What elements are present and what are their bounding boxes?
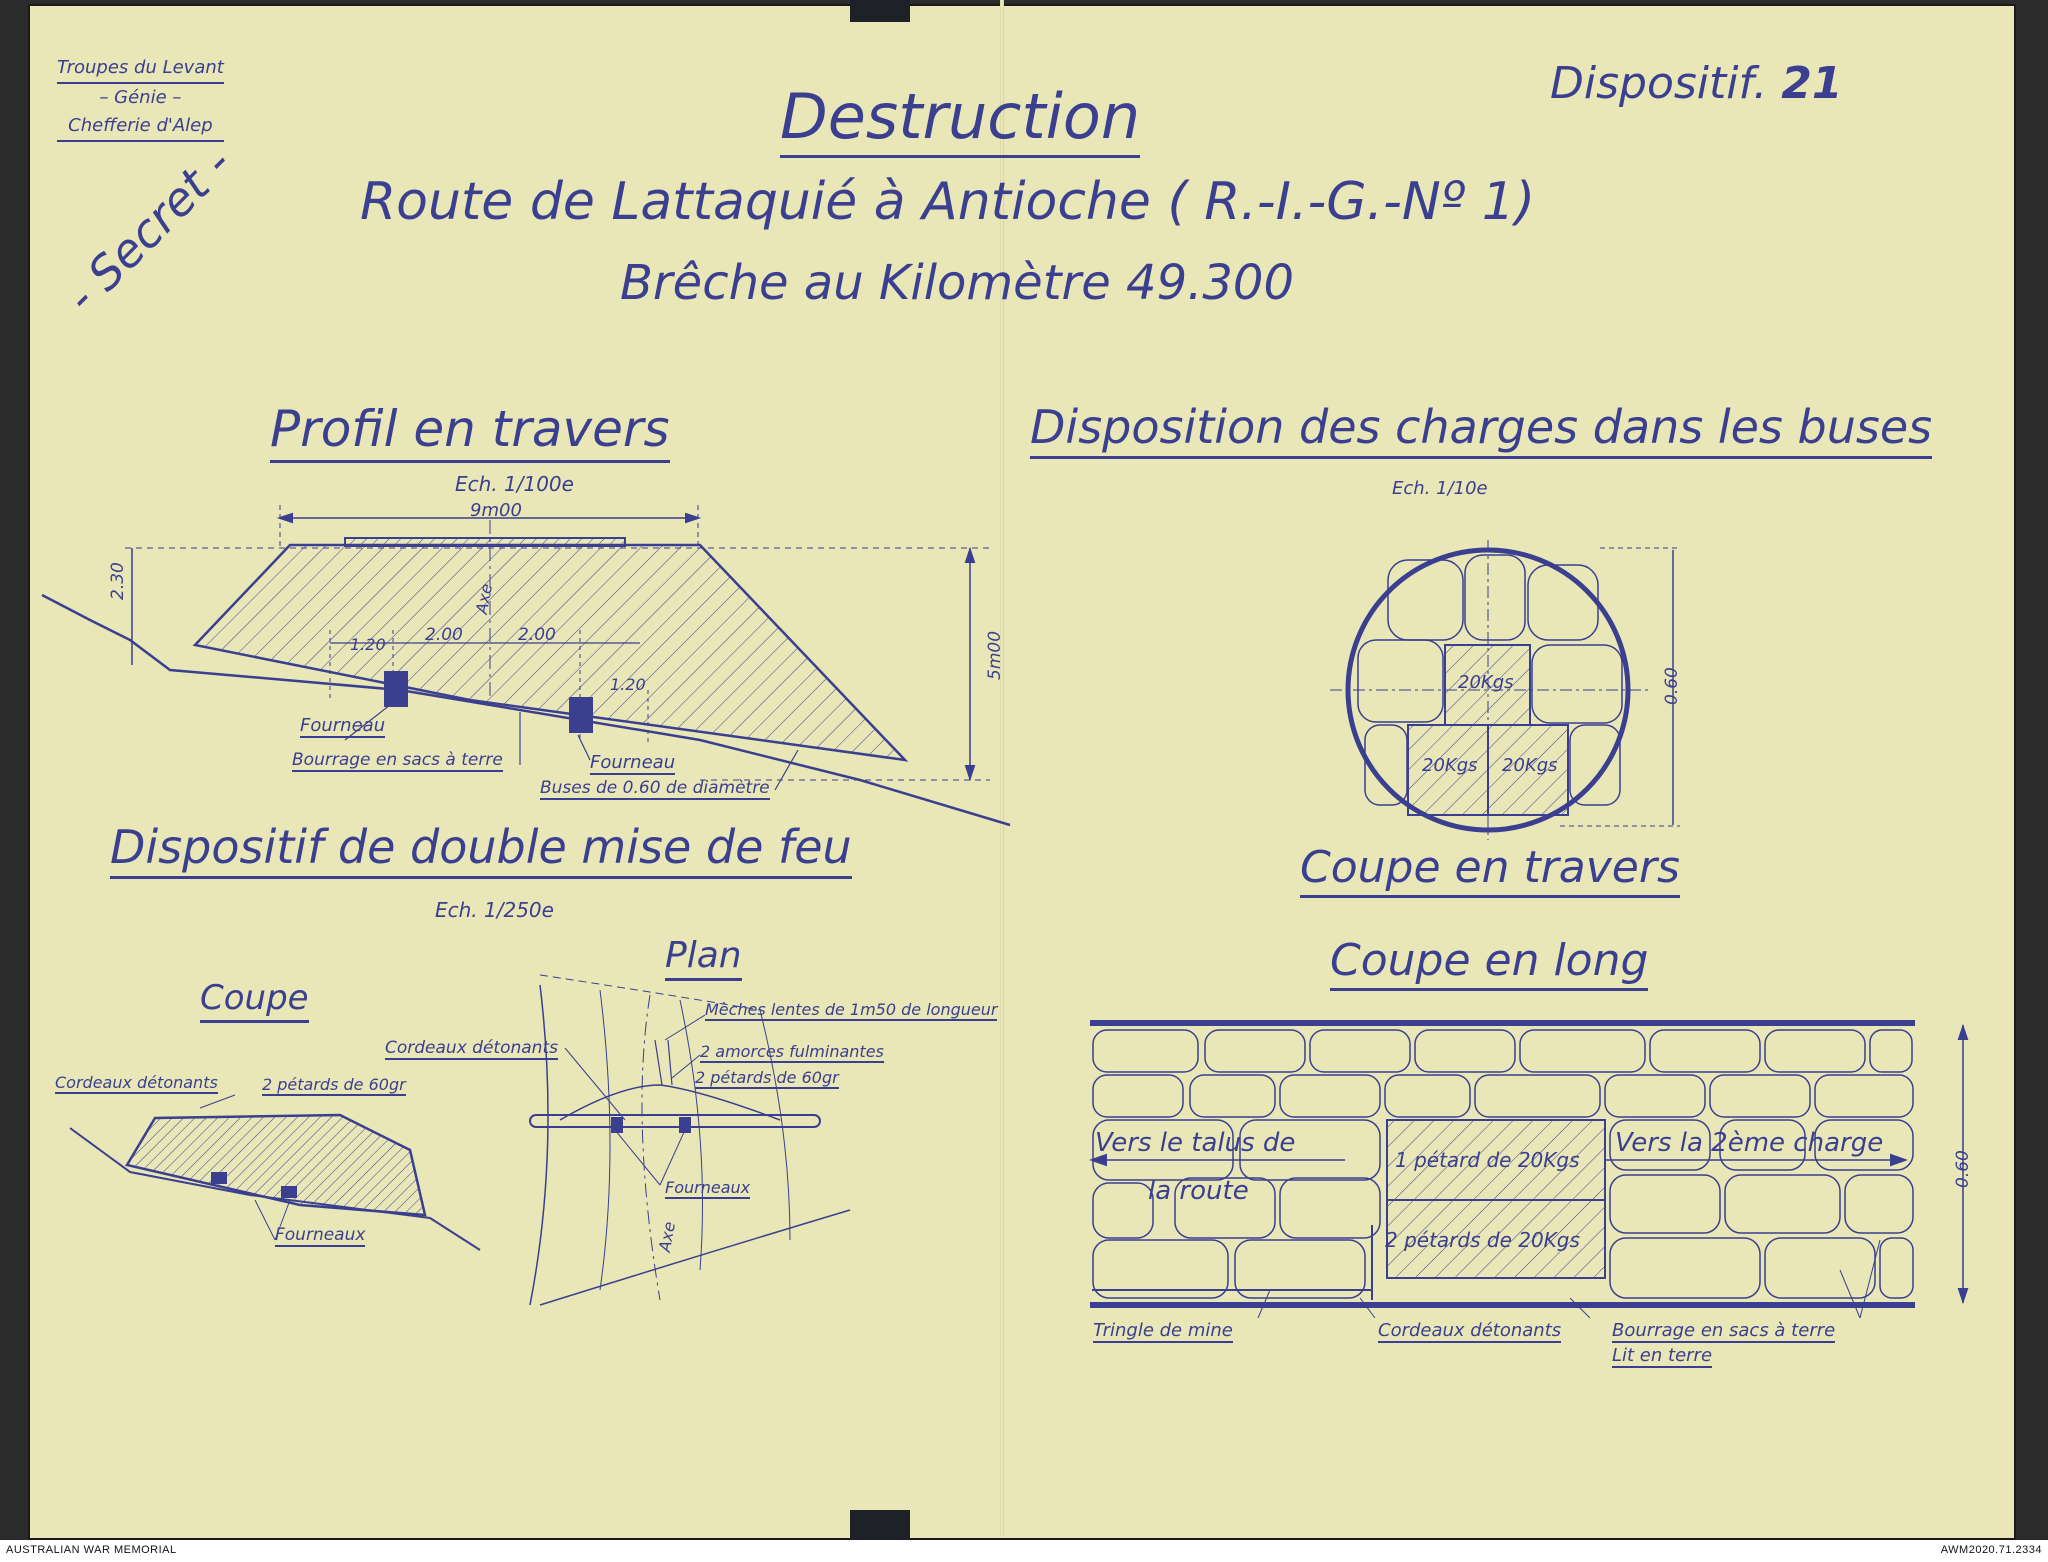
coupe-heading: Coupe xyxy=(200,978,309,1023)
label-cordeaux: Cordeaux détonants xyxy=(1378,1320,1562,1341)
profil-label-bourrage: Bourrage en sacs à terre xyxy=(292,750,503,770)
profil-label-fourneau-2: Fourneau xyxy=(590,752,676,773)
org-line-1: Troupes du Levant xyxy=(57,54,224,84)
coupe-travers-heading: Coupe en travers xyxy=(1300,842,1680,898)
plan-heading: Plan xyxy=(665,935,742,981)
profil-dim-c: 2.00 xyxy=(518,625,556,645)
plan-label-meches: Mèches lentes de 1m50 de longueur xyxy=(705,1000,998,1019)
coupe-label-fourneaux: Fourneaux xyxy=(275,1225,366,1245)
dispositif-number: 21 xyxy=(1781,58,1843,109)
label-tringle: Tringle de mine xyxy=(1093,1320,1233,1341)
charges-heading: Disposition des charges dans les buses xyxy=(1030,400,1932,459)
profil-drawing xyxy=(42,505,1010,825)
profil-scale: Ech. 1/100e xyxy=(455,472,574,496)
profil-axe: Axe xyxy=(472,582,496,616)
profil-dim-b: 2.00 xyxy=(425,625,463,645)
double-heading: Dispositif de double mise de feu xyxy=(110,820,852,879)
coupe-label-cordeaux: Cordeaux détonants xyxy=(55,1073,218,1092)
plan-label-amorces: 2 amorces fulminantes xyxy=(700,1042,884,1061)
label-bourrage: Bourrage en sacs à terre xyxy=(1612,1320,1836,1341)
secret-stamp: - Secret - xyxy=(55,136,243,324)
page-subtitle-2: Brêche au Kilomètre 49.300 xyxy=(620,255,1294,311)
pipe-dim: 0.60 xyxy=(1662,667,1682,705)
dispositif-block xyxy=(1550,58,1842,109)
vers-talus-line-1: Vers le talus de xyxy=(1095,1128,1296,1158)
profil-dim-right: 5m00 xyxy=(985,630,1005,680)
org-line-2: – Génie – xyxy=(99,87,182,108)
profil-label-buses: Buses de 0.60 de diamètre xyxy=(540,778,770,798)
archive-footer xyxy=(0,1540,2048,1562)
charge-label-top: 20Kgs xyxy=(1458,672,1514,693)
org-line-3: Chefferie d'Alep xyxy=(57,112,224,142)
long-dim: 0.60 xyxy=(1953,1150,1973,1188)
plan-label-petards: 2 pétards de 60gr xyxy=(695,1068,839,1087)
profil-dim-d: 1.20 xyxy=(610,675,646,694)
page-subtitle: Route de Lattaquié à Antioche ( R.-I.-G.-Nº 1) xyxy=(360,172,1536,232)
coupe-label-petards: 2 pétards de 60gr xyxy=(262,1075,406,1094)
petard-label-1: 1 pétard de 20Kgs xyxy=(1395,1148,1580,1172)
profil-dim-width: 9m00 xyxy=(470,500,522,521)
plan-label-cordeaux: Cordeaux détonants xyxy=(385,1038,558,1058)
label-lit: Lit en terre xyxy=(1612,1345,1713,1366)
charge-label-bottom-right: 20Kgs xyxy=(1502,755,1558,776)
vers-talus-line-2: la route xyxy=(1148,1176,1249,1206)
charges-scale: Ech. 1/10e xyxy=(1392,478,1488,499)
footer-left: AUSTRALIAN WAR MEMORIAL xyxy=(6,1544,177,1556)
profil-dim-a: 1.20 xyxy=(350,635,386,654)
dispositif-label: Dispositif. xyxy=(1550,58,1768,109)
profil-dim-left: 2.30 xyxy=(108,562,128,600)
profil-heading: Profil en travers xyxy=(270,400,670,463)
org-block xyxy=(57,54,224,142)
charge-label-bottom-left: 20Kgs xyxy=(1422,755,1478,776)
vers-charge: Vers la 2ème charge xyxy=(1615,1128,1884,1158)
footer-right: AWM2020.71.2334 xyxy=(1940,1544,2042,1556)
petard-label-2: 2 pétards de 20Kgs xyxy=(1385,1228,1580,1252)
coupe-long-heading: Coupe en long xyxy=(1330,935,1648,991)
profil-label-fourneau-1: Fourneau xyxy=(300,715,386,736)
double-scale: Ech. 1/250e xyxy=(435,898,554,922)
plan-drawing xyxy=(530,975,850,1305)
plan-label-fourneaux: Fourneaux xyxy=(665,1178,751,1197)
page-title: Destruction xyxy=(780,80,1140,158)
plan-axe: Axe xyxy=(655,1220,679,1254)
